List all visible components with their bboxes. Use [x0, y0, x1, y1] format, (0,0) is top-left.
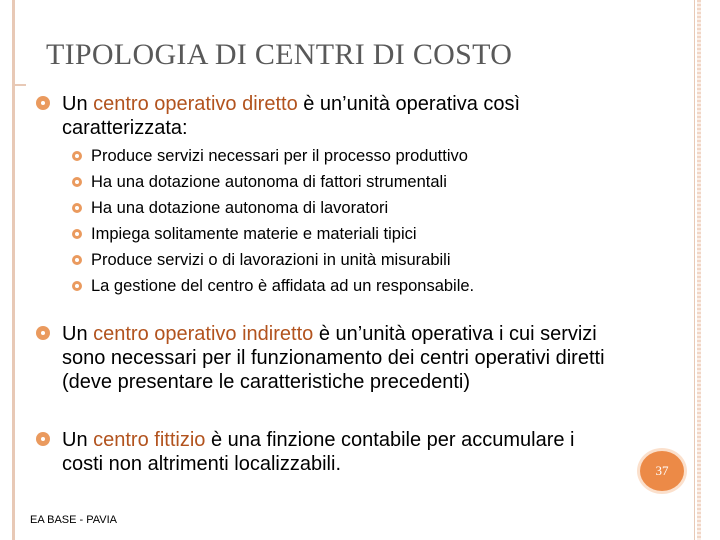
- sub-bullet-icon: [72, 281, 82, 291]
- bullet-icon: [36, 326, 50, 340]
- bullet-text: [62, 92, 520, 140]
- text-part: Un: [62, 429, 94, 451]
- sub-bullet-icon: [72, 229, 82, 239]
- bullet-text-line2: caratterizzata:: [62, 117, 188, 139]
- bullet-text-line2: sono necessari per il funzionamento dei centri operativi diretti: [62, 347, 605, 369]
- bullet-icon: [36, 96, 50, 110]
- bullet-text: [62, 322, 605, 394]
- bullet-icon: [36, 432, 50, 446]
- accent-term: centro fittizio: [93, 429, 206, 451]
- sub-bullet-icon: [72, 255, 82, 265]
- bullet-text-line3: (deve presentare le caratteristiche precedenti): [62, 371, 470, 393]
- sub-bullet-text: Impiega solitamente materie e materiali tipici: [91, 225, 417, 243]
- bullet-text-line1: [62, 92, 520, 116]
- frame-left-border: [12, 0, 15, 540]
- sub-bullet-icon: [72, 151, 82, 161]
- text-part: è una finzione contabile per accumulare i: [205, 429, 575, 451]
- frame-right-border: [697, 0, 701, 540]
- text-part: Un: [62, 93, 94, 115]
- title-rule: [12, 84, 26, 86]
- sub-bullet-icon: [72, 177, 82, 187]
- text-part: è un’unità operativa i cui servizi: [313, 323, 597, 345]
- slide-title: TIPOLOGIA DI CENTRI DI COSTO: [46, 38, 513, 71]
- accent-term: centro operativo diretto: [93, 93, 298, 115]
- bullet-text-line2: costi non altrimenti localizzabili.: [62, 453, 342, 475]
- bullet-text-line1: [62, 428, 575, 452]
- sub-bullet-icon: [72, 203, 82, 213]
- text-part: Un: [62, 323, 94, 345]
- bullet-text: [62, 428, 575, 476]
- sub-bullet-text: Ha una dotazione autonoma di fattori strumentali: [91, 173, 447, 191]
- sub-bullet-text: Produce servizi o di lavorazioni in unità misurabili: [91, 251, 451, 269]
- accent-term: centro operativo indiretto: [93, 323, 314, 345]
- footer-text: EA BASE - PAVIA: [30, 514, 118, 526]
- sub-bullet-text: Produce servizi necessari per il processo produttivo: [91, 147, 468, 165]
- bullet-text-line1: [62, 322, 605, 346]
- sub-bullet-text: Ha una dotazione autonoma di lavoratori: [91, 199, 389, 217]
- frame-right-edge: [694, 0, 695, 540]
- text-part: è un’unità operativa così: [297, 93, 521, 115]
- page-number-badge: 37: [640, 451, 684, 491]
- sub-bullet-text: La gestione del centro è affidata ad un responsabile.: [91, 277, 475, 295]
